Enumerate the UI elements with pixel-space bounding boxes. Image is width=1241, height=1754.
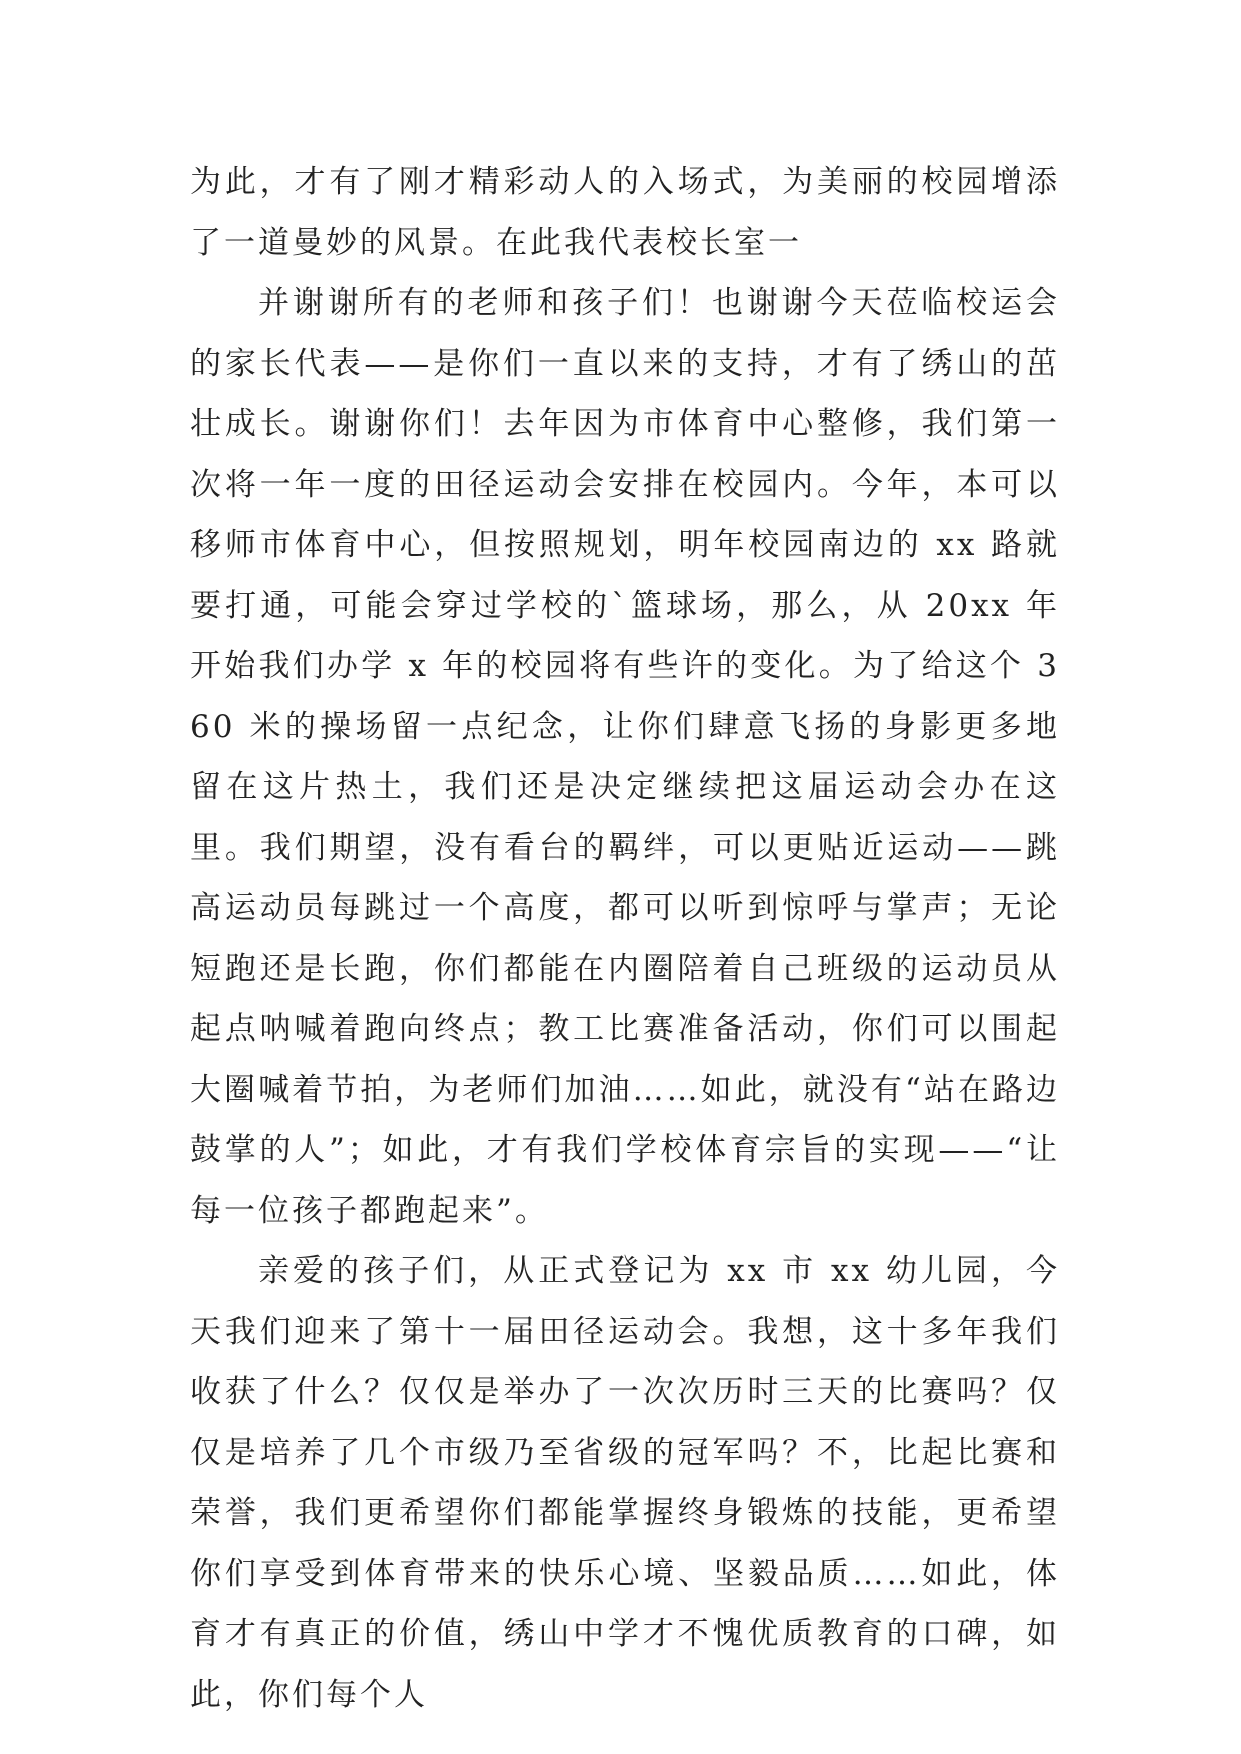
document-body (190, 152, 1060, 1725)
paragraph-1: 为此，才有了刚才精彩动人的入场式，为美丽的校园增添了一道曼妙的风景。在此我代表校长室一 (190, 164, 1060, 261)
paragraph-2: 并谢谢所有的老师和孩子们！也谢谢今天莅临校运会的家长代表——是你们一直以来的支持，才有了绣山的茁壮成长。谢谢你们！去年因为市体育中心整修，我们第一次将一年一度的田径运动会安排在校园内。今年，本可以移师市体育中心，但按照规划，明年校园南边的 xx 路就要打通，可能会穿过学校的`篮球场，那么，从 20xx 年开始我们办学 x 年的校园将有些许的变化。为了给这个 360 米的操场留一点纪念，让你们肆意飞扬的身影更多地留在这片热土，我们还是决定继续把这届运动会办在这里。我们期望，没有看台的羁绊，可以更贴近运动——跳高运动员每跳过一个高度，都可以听到惊呼与掌声；无论短跑还是长跑，你们都能在内圈陪着自己班级的运动员从起点呐喊着跑向终点；教工比赛准备活动，你们可以围起大圈喊着节拍，为老师们加油……如此，就没有“站在路边鼓掌的人”；如此，才有我们学校体育宗旨的实现——“让每一位孩子都跑起来”。 (190, 285, 1060, 1229)
paragraph-3: 亲爱的孩子们，从正式登记为 xx 市 xx 幼儿园，今天我们迎来了第十一届田径运动会。我想，这十多年我们收获了什么？仅仅是举办了一次次历时三天的比赛吗？仅仅是培养了几个市级乃至省级的冠军吗？不，比起比赛和荣誉，我们更希望你们都能掌握终身锻炼的技能，更希望你们享受到体育带来的快乐心境、坚毅品质……如此，体育才有真正的价值，绣山中学才不愧优质教育的口碑，如此，你们每个人 (190, 1253, 1060, 1713)
